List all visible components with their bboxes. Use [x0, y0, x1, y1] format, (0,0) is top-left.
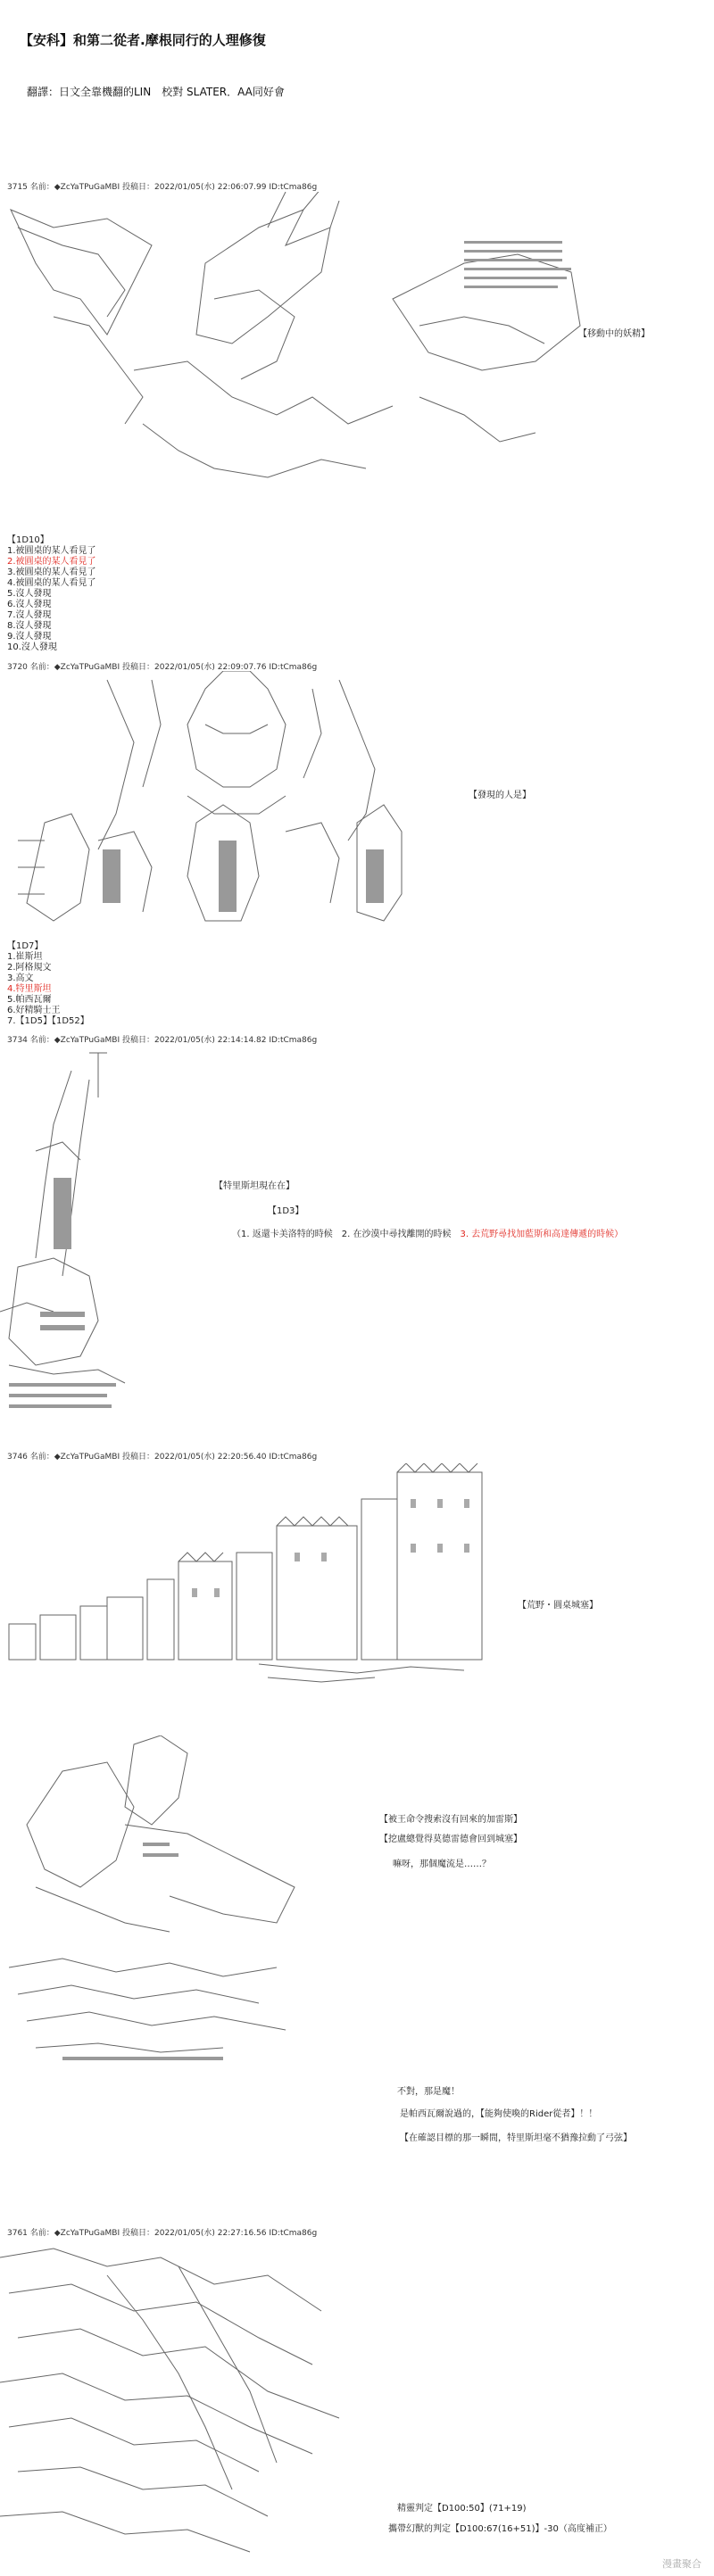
list-item: 7.沒人發現 [7, 610, 52, 620]
tristan-options [232, 1226, 623, 1239]
watermark-logo: 漫畫聚合 [662, 2558, 702, 2570]
list-item: 2.阿格規文 [7, 963, 52, 973]
list-item: 3.高文 [7, 973, 34, 983]
list-item: 5.沒人發現 [7, 589, 52, 599]
list-item: 4.被圓桌的某人看見了 [7, 578, 96, 588]
list-item: 7.【1D5】【1D52】 [7, 1016, 89, 1026]
list-item: 5.帕西瓦爾 [7, 995, 52, 1005]
translation-credit: 翻譯：日文全靠機翻的LIN 校對 SLATER．AA同好會 [27, 86, 285, 98]
dialogue-line: 是帕西瓦爾說過的，【能夠使喚的Rider從者】！！ [400, 2109, 598, 2119]
list-item: 【1D10】 [7, 535, 49, 545]
ascii-art-morgan-and-mount [9, 1735, 312, 2075]
dice-list-2 [7, 941, 89, 1027]
list-item: 1.被圓桌的某人看見了 [7, 546, 96, 556]
list-item: 8.沒人發現 [7, 621, 52, 631]
judgement-line: 攜帶幻獸的判定【D100:67(16+51)】-30（高度補正） [388, 2524, 612, 2534]
ascii-art-round-table-fortress [0, 1463, 500, 1686]
options-plain: （1. 返還卡美洛特的時候 2. 在沙漠中尋找離開的時候 [232, 1230, 461, 1239]
dice-roll-label: 【1D3】 [268, 1206, 304, 1216]
narration-line: 【挖盧總覺得莫德雷德會回到城塞】 [379, 1835, 522, 1844]
caption-fortress: 【荒野・圓桌城塞】 [518, 1601, 598, 1611]
caption-finder: 【發現的人是】 [469, 791, 531, 800]
dialogue-line: 不對，那是魔！ [397, 2087, 460, 2097]
list-item: 3.被圓桌的某人看見了 [7, 567, 96, 577]
post-header: 3734 名前：◆ZcYaTPuGaMBI 投稿日：2022/01/05(水) 22:14:14.82 ID:tCma86g [7, 1036, 318, 1045]
list-item: 4.特里斯坦 [7, 984, 52, 994]
caption-fairy-moving: 【移動中的妖精】 [578, 329, 650, 339]
dice-list-1 [7, 535, 96, 653]
caption-tristan-location: 【特里斯坦現在在】 [214, 1181, 295, 1191]
post-header: 3720 名前：◆ZcYaTPuGaMBI 投稿日：2022/01/05(水) 22:09:07.76 ID:tCma86g [7, 663, 318, 672]
page-title: 【安科】和第二從者.摩根同行的人理修復 [20, 32, 266, 48]
ascii-art-fairy-migration [0, 192, 607, 513]
ascii-art-wyvern-flight [0, 2240, 375, 2570]
list-item: 1.崔斯坦 [7, 952, 43, 962]
post-header: 3746 名前：◆ZcYaTPuGaMBI 投稿日：2022/01/05(水) 22:20:56.40 ID:tCma86g [7, 1453, 318, 1462]
list-item: 6.好精騎士王 [7, 1006, 61, 1015]
narration-line: 【被王命令搜索沒有回來的加雷斯】 [379, 1815, 522, 1825]
judgement-line: 精靈判定【D100:50】(71+19) [397, 2504, 527, 2514]
narration-line: 【在確認目標的那一瞬間，特里斯坦毫不猶豫拉動了弓弦】 [400, 2133, 632, 2143]
ascii-art-tristan [0, 1044, 134, 1419]
post-header: 3761 名前：◆ZcYaTPuGaMBI 投稿日：2022/01/05(水) 22:27:16.56 ID:tCma86g [7, 2229, 318, 2238]
options-selected: 3. 去荒野尋找加藍斯和高達傳遞的時候） [460, 1230, 624, 1239]
list-item: 9.沒人發現 [7, 632, 52, 642]
post-header: 3715 名前：◆ZcYaTPuGaMBI 投稿日：2022/01/05(水) 22:06:07.99 ID:tCma86g [7, 183, 318, 192]
ascii-art-knights-group [18, 671, 428, 930]
list-item: 6.沒人發現 [7, 600, 52, 609]
list-item: 【1D7】 [7, 941, 44, 951]
dialogue-line: 嘛呀，那個魔流是……？ [393, 1860, 491, 1869]
list-item: 2.被圓桌的某人看見了 [7, 557, 96, 567]
list-item: 10.沒人發現 [7, 642, 57, 652]
